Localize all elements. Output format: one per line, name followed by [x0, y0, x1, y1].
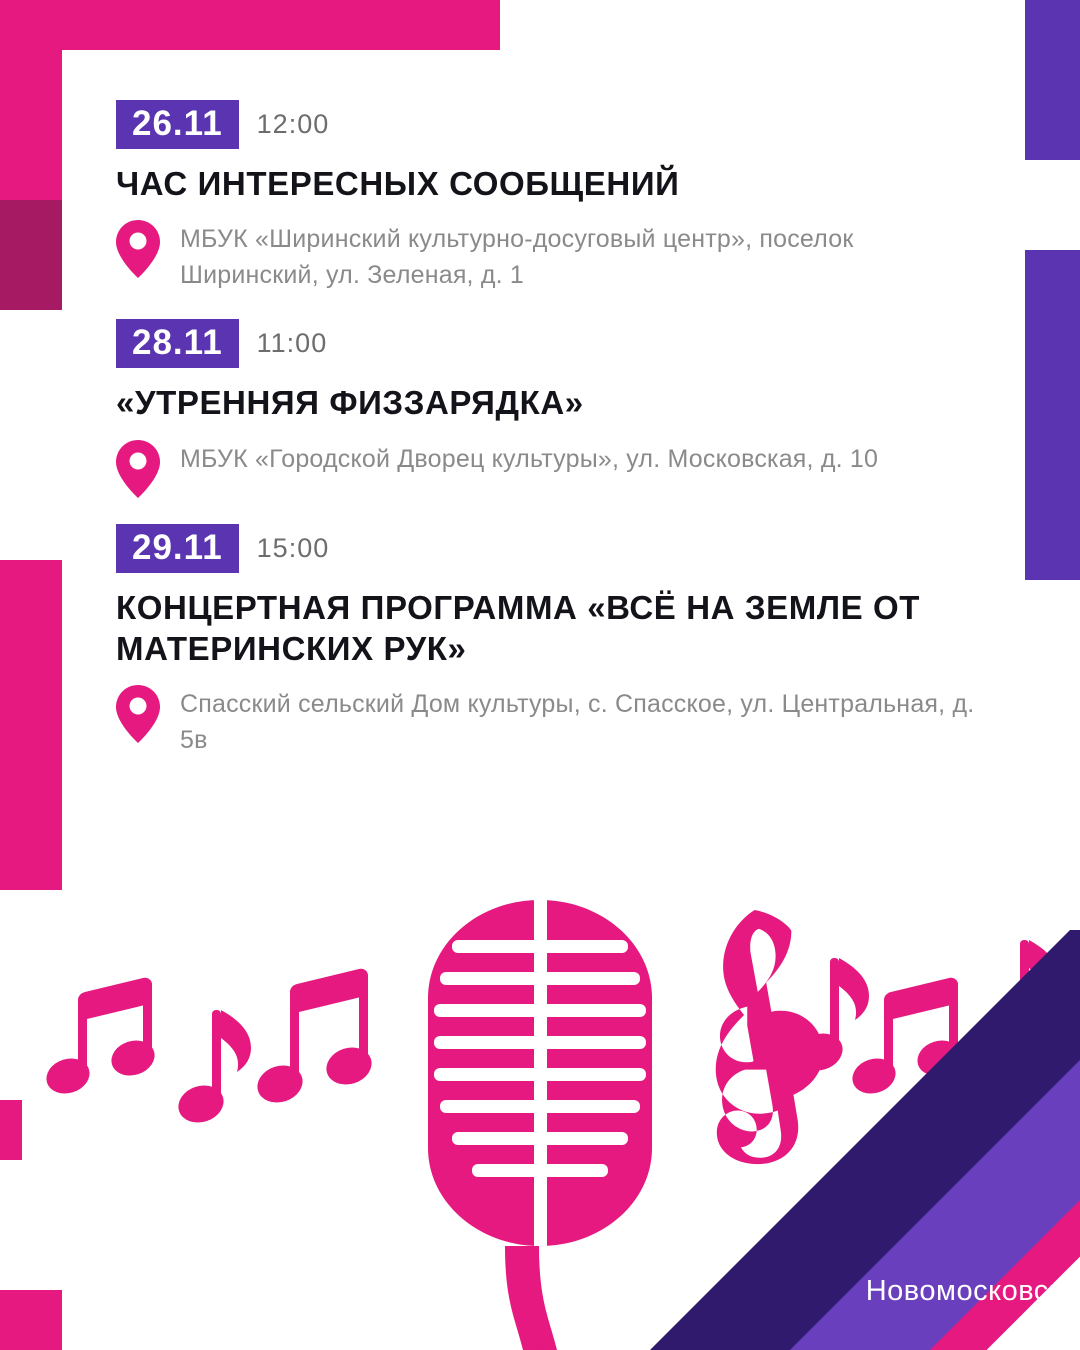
decor-plum-square	[0, 200, 62, 310]
event-place-row	[116, 438, 996, 498]
city-label: Новомосковск	[865, 1275, 1062, 1307]
event-item	[116, 524, 996, 759]
event-date-row	[116, 100, 996, 149]
event-item	[116, 100, 996, 293]
music-notes-icon	[42, 978, 159, 1099]
music-notes-icon	[174, 1010, 251, 1128]
map-pin-icon	[116, 685, 160, 743]
decor-right-top-bar	[1025, 0, 1080, 160]
event-title: КОНЦЕРТНАЯ ПРОГРАММА «ВСЁ НА ЗЕМЛЕ ОТ МАТЕРИНСКИХ РУК»	[116, 588, 920, 667]
event-time: 15:00	[256, 532, 330, 563]
map-pin-icon	[116, 440, 160, 498]
event-date-row	[116, 524, 996, 573]
decor-right-mid-bar	[1025, 250, 1080, 580]
event-place: МБУК «Ширинский культурно-досуговый центр», поселок Ширинский, ул. Зеленая, д. 1	[180, 225, 854, 289]
events-list	[116, 100, 996, 784]
event-title: «УТРЕННЯЯ ФИЗЗАРЯДКА»	[116, 384, 584, 422]
music-notes-icon	[253, 969, 377, 1108]
date-badge: 26.11	[116, 100, 239, 149]
date-badge: 29.11	[116, 524, 239, 573]
event-time: 12:00	[256, 109, 330, 139]
event-place-row	[116, 218, 996, 293]
decor-top-left-vertical	[0, 0, 62, 200]
event-item	[116, 319, 996, 497]
decor-top-left-bar	[0, 0, 500, 50]
event-date-row	[116, 319, 996, 368]
map-pin-icon	[116, 220, 160, 278]
event-title: ЧАС ИНТЕРЕСНЫХ СООБЩЕНИЙ	[116, 165, 680, 202]
date-badge: 28.11	[116, 319, 239, 368]
event-time: 11:00	[256, 328, 328, 359]
event-place: Спасский сельский Дом культуры, с. Спасское, ул. Центральная, д. 5в	[180, 690, 975, 754]
event-place-row	[116, 683, 996, 758]
microphone-icon	[428, 900, 652, 1350]
event-place: МБУК «Городской Дворец культуры», ул. Московская, д. 10	[180, 444, 879, 473]
decor-left-bar	[0, 560, 62, 890]
